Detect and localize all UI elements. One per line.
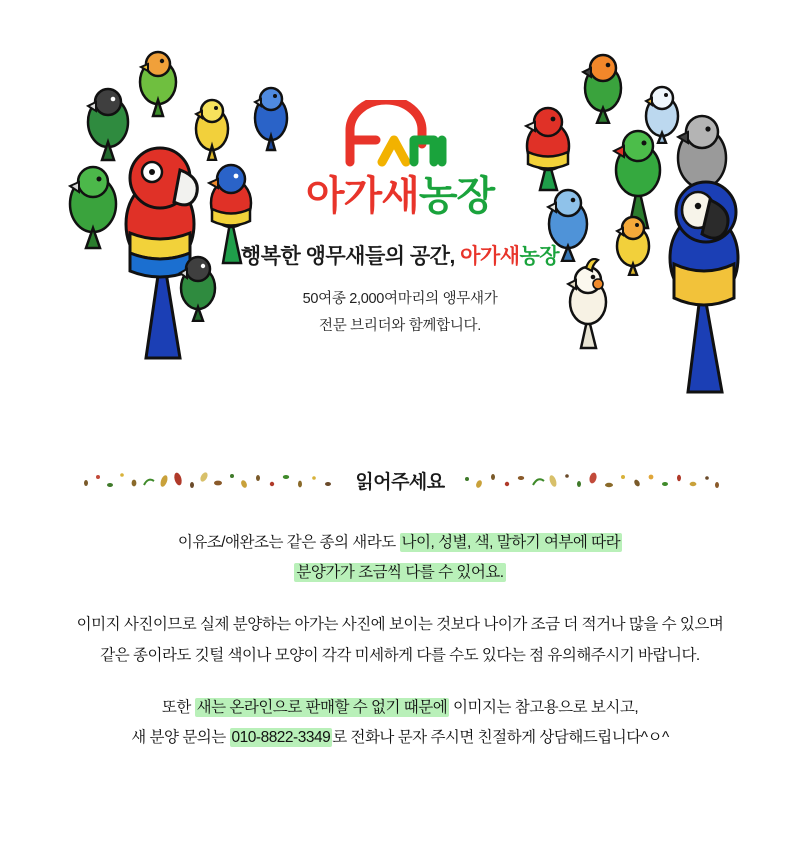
brand-wordmark <box>0 174 800 218</box>
notice-block2-line1: 이미지 사진이므로 실제 분양하는 아가는 사진에 보이는 것보다 나이가 조금 더 적거나 많을 수 있으며 <box>76 616 724 634</box>
hero-subline-line1: 50여종 2,000여마리의 앵무새가 <box>302 291 498 307</box>
notice-block1-line1-pre: 이유조/애완조는 같은 종의 새라도 <box>177 534 400 551</box>
notice-block1-line2 <box>0 558 800 588</box>
notice-section <box>0 528 800 753</box>
hero-tagline-brand-red: 아가새 <box>460 245 520 268</box>
hero-subline-line2: 전문 브리더와 함께합니다. <box>319 317 481 334</box>
seed-scatter-icon <box>459 463 724 497</box>
seed-scatter-icon <box>76 463 341 497</box>
contact-phone-number[interactable]: 010-8822-3349 <box>231 729 331 747</box>
notice-block3-line2 <box>0 723 800 753</box>
brand-wordmark-part1: 아가새 <box>305 174 419 218</box>
hero-tagline-brand-green: 농장 <box>519 245 560 268</box>
notice-block3-line1-pre: 또한 <box>161 698 195 716</box>
notice-block2-line2: 같은 종이라도 깃털 색이나 모양이 각각 미세하게 다를 수도 있다는 점 유의해주시기 바랍니다. <box>100 646 700 664</box>
notice-block3-line1-highlight: 새는 온라인으로 판매할 수 없기 때문에 <box>196 698 448 716</box>
paragraph-spacer <box>0 671 800 693</box>
paragraph-spacer <box>0 588 800 610</box>
notice-block3-line1 <box>0 693 800 723</box>
hero-tagline-prefix: 행복한 앵무새들의 공간, <box>240 245 461 268</box>
read-me-divider <box>0 460 800 500</box>
notice-block3-line2-pre: 새 분양 문의는 <box>131 729 230 747</box>
read-me-title: 읽어주세요 <box>355 471 445 493</box>
hero-banner <box>0 0 800 420</box>
notice-block1-line1 <box>0 528 800 558</box>
notice-block3-line1-post: 이미지는 참고용으로 보시고, <box>449 698 639 716</box>
notice-block1-line1-highlight: 나이, 성별, 색, 말하기 여부에 따라 <box>401 534 621 551</box>
brand-logo-block <box>0 100 800 340</box>
hero-tagline <box>0 240 800 270</box>
notice-block3-line2-post: 로 전화나 문자 주시면 친절하게 상담해드립니다^ㅇ^ <box>332 729 669 747</box>
parrot-face-logo-icon <box>330 100 470 170</box>
notice-block1-line2-highlight: 분양가가 조금씩 다를 수 있어요. <box>296 564 504 582</box>
brand-wordmark-part2: 농장 <box>418 174 495 218</box>
hero-subline <box>0 286 800 340</box>
